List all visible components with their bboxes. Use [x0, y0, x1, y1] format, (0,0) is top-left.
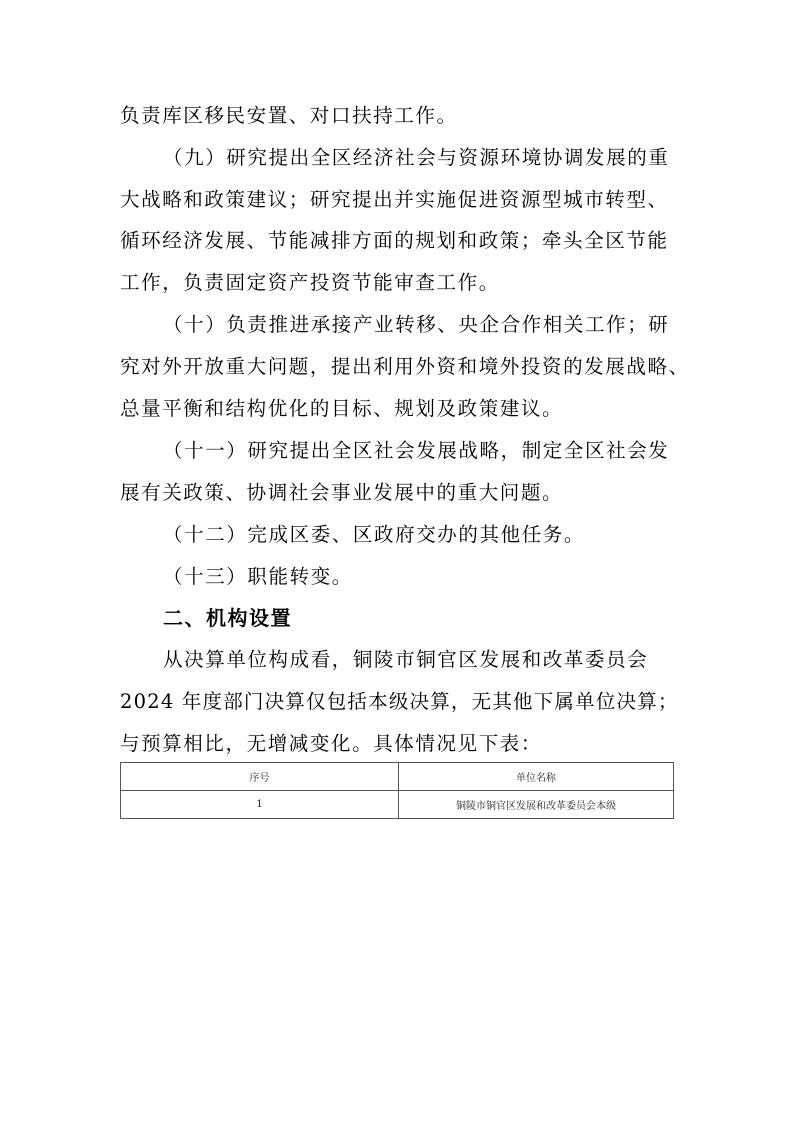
- paragraph-line: 从决算单位构成看，铜陵市铜官区发展和改革委员会: [163, 648, 649, 671]
- paragraph-line: （十一）研究提出全区社会发展战略，制定全区社会发: [163, 439, 670, 462]
- paragraph-line: 工作，负责固定资产投资节能审查工作。: [120, 271, 500, 294]
- paragraph-line: （十三）职能转变。: [163, 565, 353, 588]
- paragraph-line: 与预算相比，无增减变化。具体情况见下表：: [120, 732, 543, 755]
- paragraph-line: 展有关政策、协调社会事业发展中的重大问题。: [120, 481, 564, 504]
- paragraph-line: （十）负责推进承接产业转移、央企合作相关工作；研: [163, 313, 670, 336]
- paragraph-line: 总量平衡和结构优化的目标、规划及政策建议。: [120, 397, 564, 420]
- table-cell: 铜陵市铜官区发展和改革委员会本级: [399, 791, 674, 819]
- paragraph-line: 2024 年度部门决算仅包括本级决算，无其他下属单位决算；: [120, 690, 679, 713]
- table-header-cell: 单位名称: [399, 763, 674, 791]
- paragraph-line: 循环经济发展、节能减排方面的规划和政策；牵头全区节能: [120, 229, 669, 252]
- paragraph-line: 究对外开放重大问题，提出利用外资和境外投资的发展战略、: [120, 355, 690, 378]
- paragraph-line: 负责库区移民安置、对口扶持工作。: [120, 104, 458, 127]
- paragraph-line: （九）研究提出全区经济社会与资源环境协调发展的重: [163, 146, 670, 169]
- table-header-cell: 序号: [121, 763, 399, 791]
- section-heading: 二、机构设置: [163, 606, 292, 630]
- table-row: [121, 791, 674, 819]
- paragraph-line: （十二）完成区委、区政府交办的其他任务。: [163, 523, 586, 546]
- table-header-row: [121, 763, 674, 791]
- table-cell: 1: [121, 791, 399, 819]
- paragraph-line: 大战略和政策建议；研究提出并实施促进资源型城市转型、: [120, 188, 669, 211]
- units-table: [120, 762, 674, 819]
